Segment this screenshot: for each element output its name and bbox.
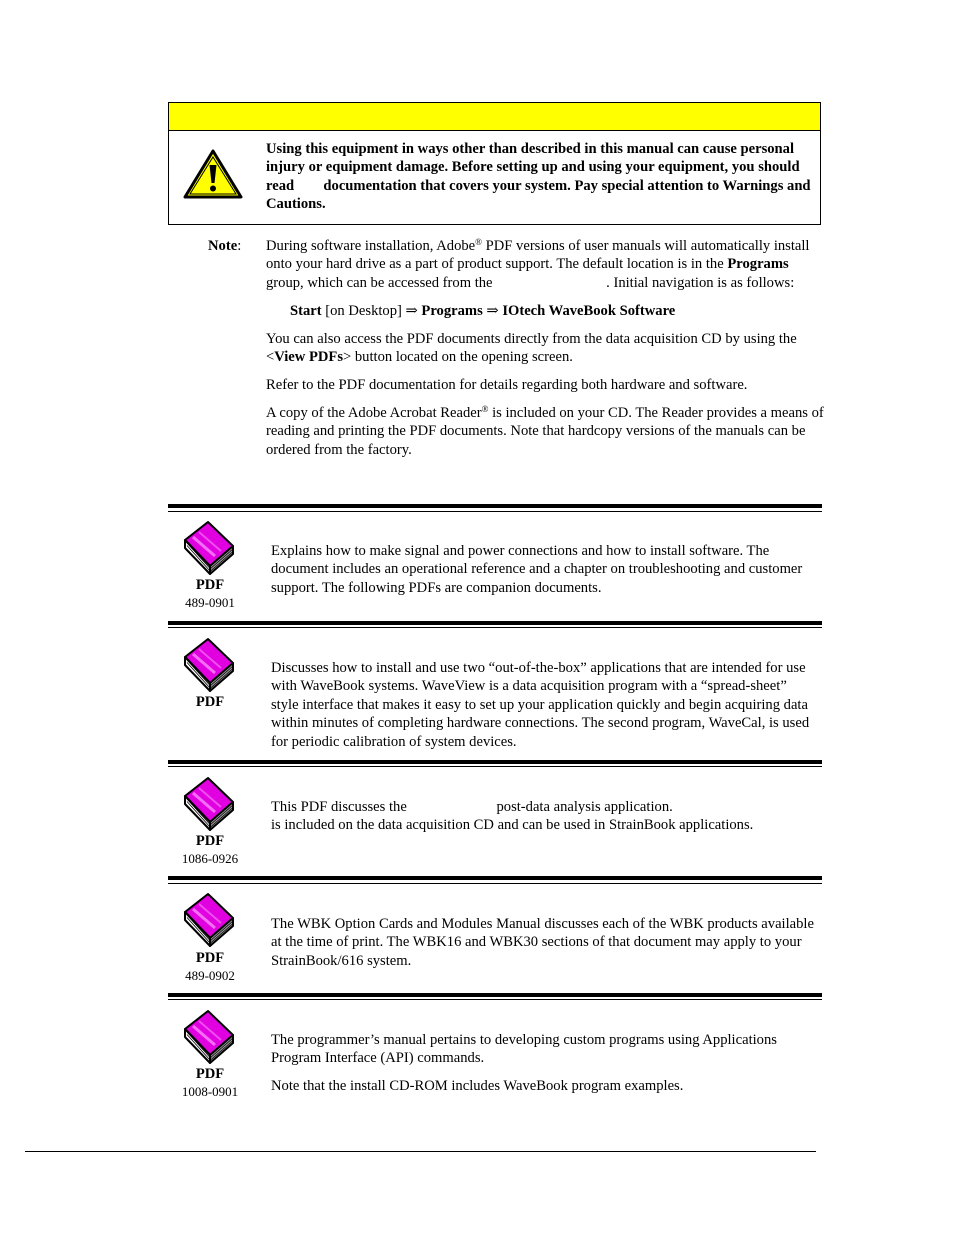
section-rule-thin	[168, 511, 822, 512]
pdf-section	[168, 760, 822, 880]
pdf-label: PDF	[195, 950, 225, 966]
pdf-section	[168, 993, 822, 1113]
pdf-book-icon[interactable]	[181, 892, 237, 948]
document-number: 1086-0926	[181, 851, 239, 866]
document-number: 1008-0901	[181, 1084, 239, 1099]
note-body	[266, 237, 826, 469]
section-rule-thick	[168, 993, 822, 997]
navigation-path: Start [on Desktop] ⇒ Programs ⇒ IOtech WaveBook Software	[290, 302, 676, 319]
warning-triangle-icon	[182, 148, 244, 200]
pdf-book-icon[interactable]	[181, 520, 237, 576]
pdf-label: PDF	[195, 694, 225, 710]
note-label: Note:	[208, 238, 242, 254]
note-paragraph: A copy of the Adobe Acrobat Reader® is included on your CD. The Reader provides a means of reading and printing the PDF documents. Note that hardcopy versions of the manuals can be ordered from the factory.	[266, 403, 824, 458]
pdf-book-icon[interactable]	[181, 776, 237, 832]
section-description: Explains how to make signal and power connections and how to install software. The document includes an operational reference and a chapter on troubleshooting and customer support. The following PDFs are companion documents.	[271, 543, 803, 596]
warning-text: Using this equipment in ways other than described in this manual can cause personal injury or equipment damage. Before setting up and using your equipment, you should read documentation that covers your system. Pay special attention to Warnings and Cautions.	[266, 141, 811, 213]
section-description: The WBK Option Cards and Modules Manual discusses each of the WBK products available at the time of print. The WBK16 and WBK30 sections of that document may apply to your StrainBook/616 system.	[271, 916, 814, 969]
pdf-section	[168, 876, 822, 994]
pdf-label: PDF	[195, 577, 225, 593]
section-description: Discusses how to install and use two “out-of-the-box” applications that are intended for use with WaveBook systems. WaveView is a data acquisition program with a “spread-sheet” style interface that makes it easy to set up your application quickly and begin acquiring data within minutes of completing hardware connections. The second program, WaveCal, is used for periodic calibration of system devices.	[271, 660, 810, 750]
section-rule-thin	[168, 627, 822, 628]
section-rule-thick	[168, 876, 822, 880]
section-rule-thin	[168, 766, 822, 767]
pdf-book-icon[interactable]	[181, 1009, 237, 1065]
pdf-section	[168, 504, 822, 622]
pdf-label: PDF	[195, 1066, 225, 1082]
section-rule-thick	[168, 504, 822, 508]
section-rule-thick	[168, 760, 822, 764]
warning-box	[168, 102, 821, 225]
section-rule-thin	[168, 999, 822, 1000]
pdf-label: PDF	[195, 833, 225, 849]
note-paragraph: During software installation, Adobe® PDF versions of user manuals will automatically install onto your hard drive as a part of product support. The default location is in the Programs group, which can be accessed from the . Initial navigation is as follows:	[266, 237, 810, 291]
document-number: 489-0901	[185, 595, 235, 610]
section-description: This PDF discusses the post-data analysis application. is included on the data acquisition CD and can be used in StrainBook applications.	[271, 799, 754, 834]
document-number: 489-0902	[185, 968, 235, 983]
note-paragraph: You can also access the PDF documents directly from the data acquisition CD by using the <View PDFs> button located on the opening screen.	[266, 330, 797, 366]
section-rule-thin	[168, 883, 822, 884]
warning-header-bar	[169, 103, 820, 131]
section-description: The programmer’s manual pertains to developing custom programs using Applications Program Interface (API) commands. Note that the install CD-ROM includes WaveBook program examples.	[271, 1032, 777, 1095]
pdf-section	[168, 621, 822, 761]
note-paragraph: Refer to the PDF documentation for details regarding both hardware and software.	[266, 376, 748, 393]
pdf-book-icon[interactable]	[181, 637, 237, 693]
section-rule-thick	[168, 621, 822, 625]
footer-rule	[25, 1151, 816, 1152]
